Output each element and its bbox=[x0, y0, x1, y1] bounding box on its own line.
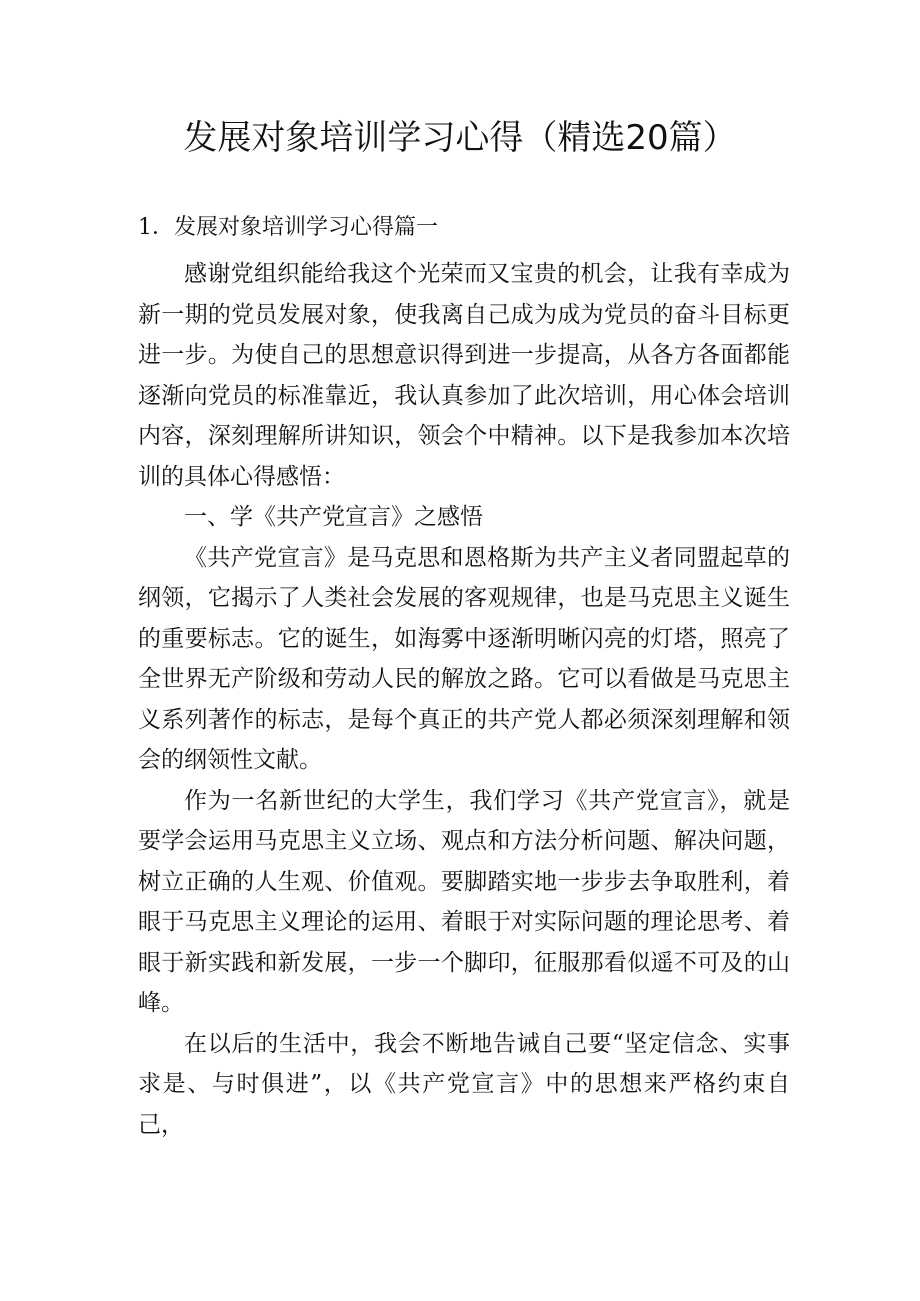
paragraph-intro: 感谢党组织能给我这个光荣而又宝贵的机会，让我有幸成为新一期的党员发展对象，使我离自己成为成为党员的奋斗目标更进一步。为使自己的思想意识得到进一步提高，从各方各面都能逐渐向党员的标准靠近，我认真参加了此次培训，用心体会培训内容，深刻理解所讲知识，领会个中精神。以下是我参加本次培训的具体心得感悟： bbox=[138, 261, 790, 490]
document-body bbox=[138, 254, 790, 1145]
subsection-heading: 一、学《共产党宣言》之感悟 bbox=[184, 504, 483, 530]
paragraph-future: 在以后的生活中，我会不断地告诫自己要“坚定信念、实事求是、与时俱进”，以《共产党宣言》中的思想来严格约束自己， bbox=[138, 1030, 790, 1138]
section-heading: 1．发展对象培训学习心得篇一 bbox=[138, 215, 438, 240]
paragraph-student: 作为一名新世纪的大学生，我们学习《共产党宣言》，就是要学会运用马克思主义立场、观点和方法分析问题、解决问题，树立正确的人生观、价值观。要脚踏实地一步步去争取胜利，着眼于马克思主义理论的运用、着眼于对实际问题的理论思考、着眼于新实践和新发展，一步一个脚印，征服那看似遥不可及的山峰。 bbox=[138, 787, 790, 1016]
document-title: 发展对象培训学习心得（精选20篇） bbox=[183, 118, 737, 158]
paragraph-manifesto: 《共产党宣言》是马克思和恩格斯为共产主义者同盟起草的纲领，它揭示了人类社会发展的客观规律，也是马克思主义诞生的重要标志。它的诞生，如海雾中逐渐明晰闪亮的灯塔，照亮了全世界无产阶级和劳动人民的解放之路。它可以看做是马克思主义系列著作的标志，是每个真正的共产党人都必须深刻理解和领会的纲领性文献。 bbox=[138, 544, 790, 773]
